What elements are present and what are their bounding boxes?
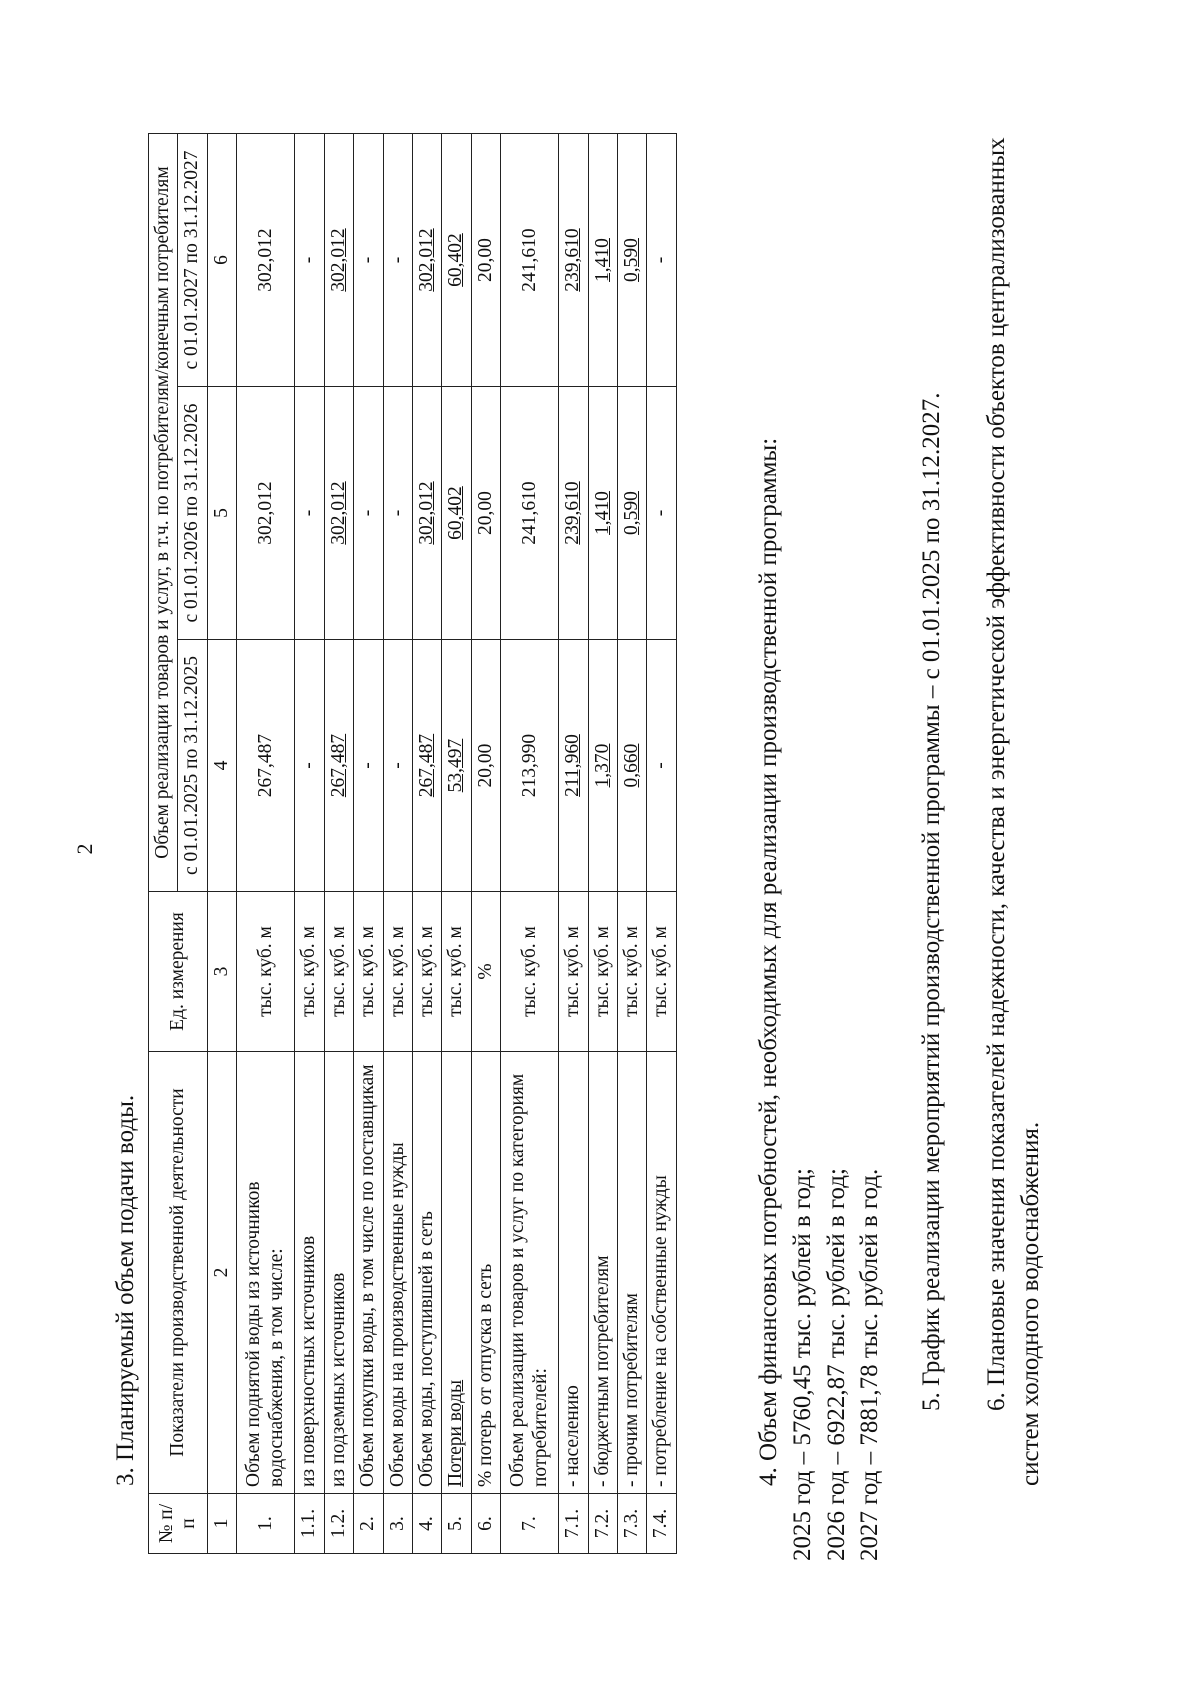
section-4-title: 4. Объем финансовых потребностей, необходимых для реализации производственной программы: [755, 437, 782, 1486]
row-name: Объем реализации товаров и услуг по категориям потребителей: [501, 1052, 559, 1494]
row-value-2026: - [295, 387, 324, 640]
row-value-2026: - [383, 387, 412, 640]
row-unit: тыс. куб. м [647, 892, 676, 1052]
col-number: 5 [207, 387, 236, 640]
row-value-2026: 241,610 [501, 387, 559, 640]
row-value-2025: 0,660 [618, 640, 647, 892]
header-volume-group: Объем реализации товаров и услуг, в т.ч. по потребителям/конечным потребителям [149, 134, 178, 892]
table-row [647, 134, 676, 1554]
row-unit: тыс. куб. м [618, 892, 647, 1052]
row-num: 4. [412, 1494, 441, 1554]
row-value-2027: 302,012 [412, 134, 441, 387]
header-indicator: Показатели производственной деятельности [149, 1052, 208, 1494]
row-value-2025: - [295, 640, 324, 892]
table-row [501, 134, 559, 1554]
row-name: Объем покупки воды, в том числе по поставщикам [354, 1052, 383, 1494]
col-number: 3 [207, 892, 236, 1052]
row-name: - бюджетным потребителям [588, 1052, 617, 1494]
row-value-2025: 267,487 [412, 640, 441, 892]
financing-line-2026: 2026 год – 6922,87 тыс. рублей в год; [822, 1168, 850, 1561]
row-num: 7.3. [618, 1494, 647, 1554]
row-value-2026: 302,012 [237, 387, 295, 640]
row-value-2027: 20,00 [471, 134, 500, 387]
row-name: из поверхностных источников [295, 1052, 324, 1494]
row-value-2027: 1,410 [588, 134, 617, 387]
section-5: 5. График реализации мероприятий производственной программы – с 01.01.2025 по 31.12.2027. [918, 392, 945, 1411]
row-name: - прочим потребителям [618, 1052, 647, 1494]
header-period-2027: с 01.01.2027 по 31.12.2027 [178, 134, 207, 387]
row-unit: тыс. куб. м [237, 892, 295, 1052]
row-name: Объем поднятой воды из источников водоснабжения, в том числе: [237, 1052, 295, 1494]
row-unit: тыс. куб. м [501, 892, 559, 1052]
row-value-2027: - [295, 134, 324, 387]
row-value-2027: - [647, 134, 676, 387]
row-num: 6. [471, 1494, 500, 1554]
section-3-title: 3. Планируемый объем подачи воды. [112, 1094, 139, 1486]
table-row [324, 134, 353, 1554]
row-value-2026: 239,610 [559, 387, 588, 640]
financing-line-2025: 2025 год – 5760,45 тыс. рублей в год; [788, 1168, 816, 1561]
row-name: - потребление на собственные нужды [647, 1052, 676, 1494]
row-value-2025: 213,990 [501, 640, 559, 892]
row-value-2025: 53,497 [442, 640, 471, 892]
row-num: 7. [501, 1494, 559, 1554]
section-4 [752, 86, 887, 1561]
table-row [412, 134, 441, 1554]
table-row [588, 134, 617, 1554]
page-number: 2 [72, 843, 97, 855]
col-number: 2 [207, 1052, 236, 1494]
row-value-2026: 60,402 [442, 387, 471, 640]
row-value-2027: 239,610 [559, 134, 588, 387]
row-num: 5. [442, 1494, 471, 1554]
row-value-2026: 302,012 [324, 387, 353, 640]
header-period-2025: с 01.01.2025 по 31.12.2025 [178, 640, 207, 892]
row-unit: тыс. куб. м [412, 892, 441, 1052]
section-6-line-1: 6. Плановые значения показателей надежности, качества и энергетической эффективности объектов централизованных [983, 137, 1010, 1411]
row-name: Потери воды [442, 1052, 471, 1494]
row-name: Объем воды, поступившей в сеть [412, 1052, 441, 1494]
row-value-2027: 60,402 [442, 134, 471, 387]
row-value-2026: 302,012 [412, 387, 441, 640]
row-unit: тыс. куб. м [295, 892, 324, 1052]
row-unit: тыс. куб. м [383, 892, 412, 1052]
row-value-2027: - [383, 134, 412, 387]
table-row [237, 134, 295, 1554]
row-value-2025: - [354, 640, 383, 892]
table-row [354, 134, 383, 1554]
row-unit: тыс. куб. м [588, 892, 617, 1052]
table-row [295, 134, 324, 1554]
col-number: 4 [207, 640, 236, 892]
water-supply-table [148, 133, 677, 1554]
row-unit: тыс. куб. м [324, 892, 353, 1052]
row-value-2025: - [647, 640, 676, 892]
row-value-2027: 241,610 [501, 134, 559, 387]
header-row [149, 134, 178, 1554]
header-num: № п/п [149, 1494, 208, 1554]
row-name: Объем воды на производственные нужды [383, 1052, 412, 1494]
row-value-2025: 267,487 [237, 640, 295, 892]
col-number: 1 [207, 1494, 236, 1554]
header-unit: Ед. измерения [149, 892, 208, 1052]
row-num: 7.4. [647, 1494, 676, 1554]
row-num: 7.1. [559, 1494, 588, 1554]
table-row [559, 134, 588, 1554]
row-name: - населению [559, 1052, 588, 1494]
row-value-2026: - [647, 387, 676, 640]
table-row [618, 134, 647, 1554]
row-value-2026: 20,00 [471, 387, 500, 640]
col-number: 6 [207, 134, 236, 387]
row-num: 7.2. [588, 1494, 617, 1554]
financing-line-2027: 2027 год – 7881,78 тыс. рублей в год. [856, 1168, 884, 1561]
row-unit: тыс. куб. м [354, 892, 383, 1052]
row-name: % потерь от отпуска в сеть [471, 1052, 500, 1494]
section-6-line-2: систем холодного водоснабжения. [1016, 1121, 1044, 1486]
row-value-2026: 1,410 [588, 387, 617, 640]
row-value-2026: - [354, 387, 383, 640]
row-value-2027: - [354, 134, 383, 387]
row-num: 1.2. [324, 1494, 353, 1554]
column-numbers-row [207, 134, 236, 1554]
row-name: из подземных источников [324, 1052, 353, 1494]
row-value-2027: 302,012 [324, 134, 353, 387]
header-period-2026: с 01.01.2026 по 31.12.2026 [178, 387, 207, 640]
row-unit: тыс. куб. м [559, 892, 588, 1052]
table-row [471, 134, 500, 1554]
row-unit: % [471, 892, 500, 1052]
row-value-2025: 20,00 [471, 640, 500, 892]
row-unit: тыс. куб. м [442, 892, 471, 1052]
row-num: 3. [383, 1494, 412, 1554]
row-value-2025: - [383, 640, 412, 892]
row-value-2027: 302,012 [237, 134, 295, 387]
table-row [442, 134, 471, 1554]
row-num: 1.1. [295, 1494, 324, 1554]
row-value-2026: 0,590 [618, 387, 647, 640]
row-num: 2. [354, 1494, 383, 1554]
row-value-2027: 0,590 [618, 134, 647, 387]
section-6 [980, 91, 1048, 1486]
row-num: 1. [237, 1494, 295, 1554]
row-value-2025: 1,370 [588, 640, 617, 892]
row-value-2025: 267,487 [324, 640, 353, 892]
row-value-2025: 211,960 [559, 640, 588, 892]
table-row [383, 134, 412, 1554]
